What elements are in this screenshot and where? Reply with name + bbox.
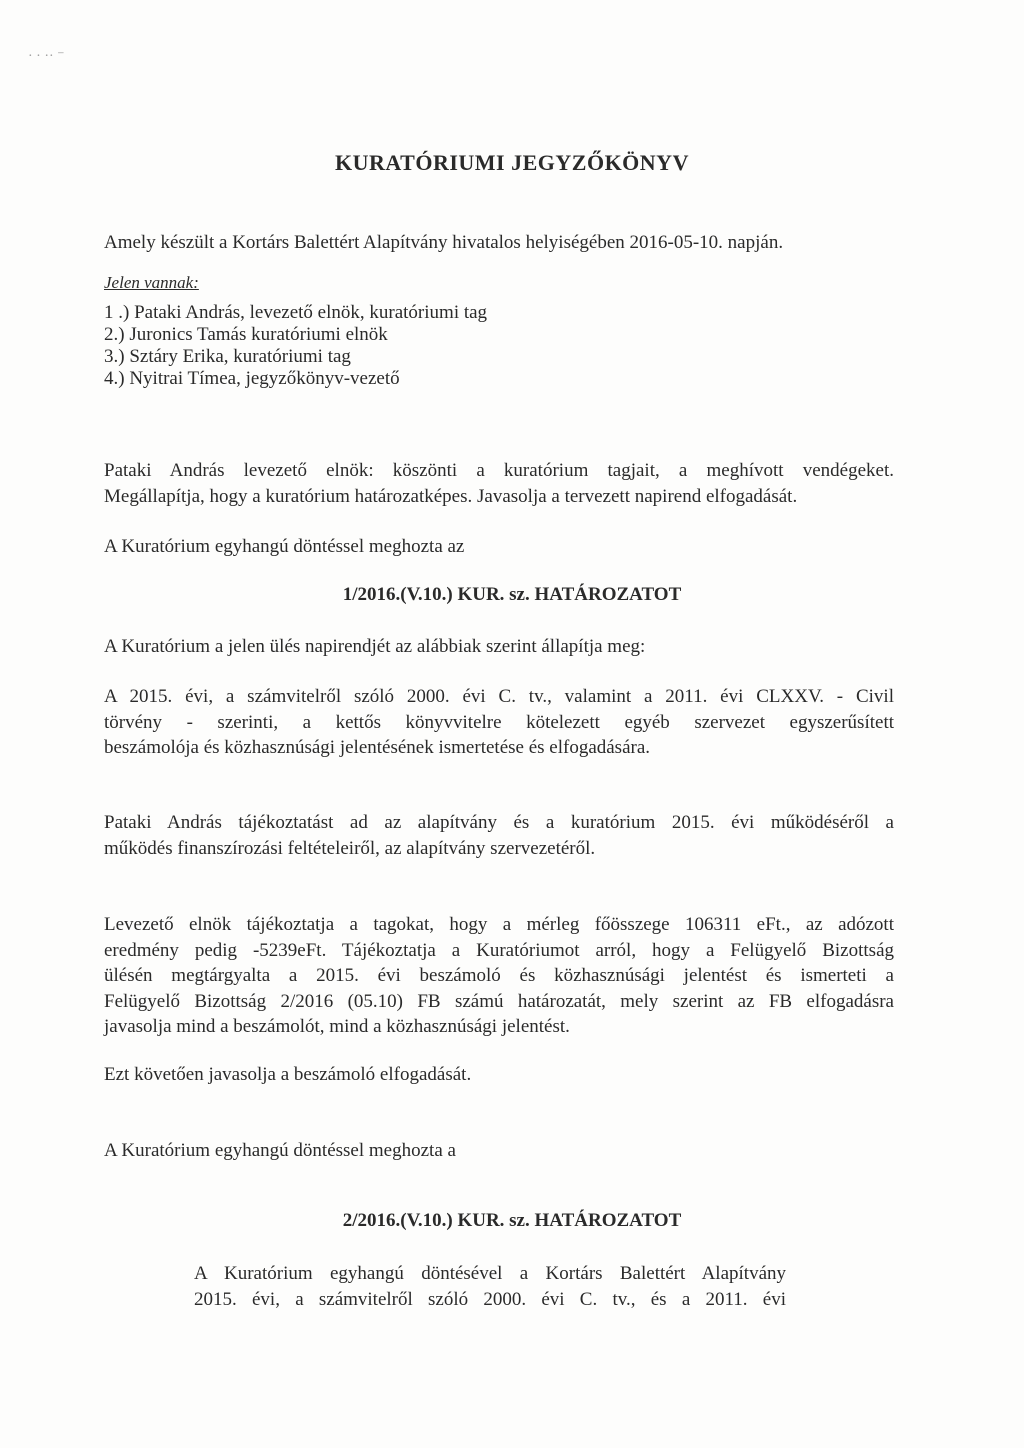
agenda-paragraph — [104, 684, 894, 761]
attendee-item: 2.) Juronics Tamás kuratóriumi elnök — [104, 324, 388, 345]
report-paragraph — [104, 912, 894, 1040]
report-line: Felügyelő Bizottság 2/2016 (05.10) FB számú határozatát, mely szerint az FB elfogadásra — [104, 990, 894, 1012]
scan-specks: · · ·· ⁻ — [28, 49, 65, 64]
present-label: Jelen vannak: — [104, 273, 199, 292]
decision-intro-1: A Kuratórium egyhangú döntéssel meghozta az — [104, 536, 465, 557]
resolution-2-paragraph — [194, 1261, 786, 1312]
attendee-item: 3.) Sztáry Erika, kuratóriumi tag — [104, 346, 351, 367]
resolution-1-title: 1/2016.(V.10.) KUR. sz. HATÁROZATOT — [342, 584, 682, 605]
agenda-line: törvény - szerinti, a kettős könyvvitelre kötelezett egyéb szervezet egyszerűsített — [104, 711, 894, 733]
report-line: eredmény pedig -5239eFt. Tájékoztatja a Kuratóriumot arról, hogy a Felügyelő Bizottság — [104, 939, 894, 961]
attendee-item: 4.) Nyitrai Tímea, jegyzőkönyv-vezető — [104, 368, 400, 389]
attendee-list — [104, 302, 704, 390]
resolution-2-line: 2015. évi, a számvitelről szóló 2000. évi C. tv., és a 2011. évi — [194, 1288, 786, 1310]
agenda-line: beszámolója és közhasznúsági jelentésének ismertetése és elfogadására. — [104, 737, 651, 758]
proposal-text: Ezt követően javasolja a beszámoló elfogadását. — [104, 1064, 472, 1085]
intro-paragraph: Amely készült a Kortárs Balettért Alapítvány hivatalos helyiségében 2016-05-10. napján. — [104, 232, 784, 253]
opening-line: Megállapítja, hogy a kuratórium határozatképes. Javasolja a tervezett napirend elfogadását. — [104, 485, 798, 507]
info-line: Pataki András tájékoztatást ad az alapítvány és a kuratórium 2015. évi működéséről a — [104, 812, 894, 833]
attendee-item: 1 .) Pataki András, levezető elnök, kuratóriumi tag — [104, 302, 488, 323]
info-paragraph — [104, 810, 894, 861]
document-title: KURATÓRIUMI JEGYZŐKÖNYV — [335, 150, 689, 175]
resolution-2-line: A Kuratórium egyhangú döntésével a Kortárs Balettért Alapítvány — [194, 1263, 786, 1284]
agenda-line: A 2015. évi, a számvitelről szóló 2000. évi C. tv., valamint a 2011. évi CLXXV. - Civil — [104, 686, 894, 707]
opening-paragraph — [104, 458, 894, 509]
report-line: javasolja mind a beszámolót, mind a közhasznúsági jelentést. — [104, 1016, 570, 1037]
resolution-2-title: 2/2016.(V.10.) KUR. sz. HATÁROZATOT — [342, 1210, 682, 1231]
report-line: ülésén megtárgyalta a 2015. évi beszámoló és közhasznúsági jelentést és ismerteti a — [104, 965, 894, 986]
resolution-1-text: A Kuratórium a jelen ülés napirendjét az alábbiak szerint állapítja meg: — [104, 636, 646, 657]
decision-intro-2: A Kuratórium egyhangú döntéssel meghozta a — [104, 1140, 456, 1161]
report-line: Levezető elnök tájékoztatja a tagokat, hogy a mérleg főösszege 106311 eFt., az adózott — [104, 914, 894, 935]
opening-line: Pataki András levezető elnök: köszönti a kuratórium tagjait, a meghívott vendégeket. — [104, 460, 894, 481]
info-line: működés finanszírozási feltételeiről, az alapítvány szervezetéről. — [104, 837, 596, 859]
